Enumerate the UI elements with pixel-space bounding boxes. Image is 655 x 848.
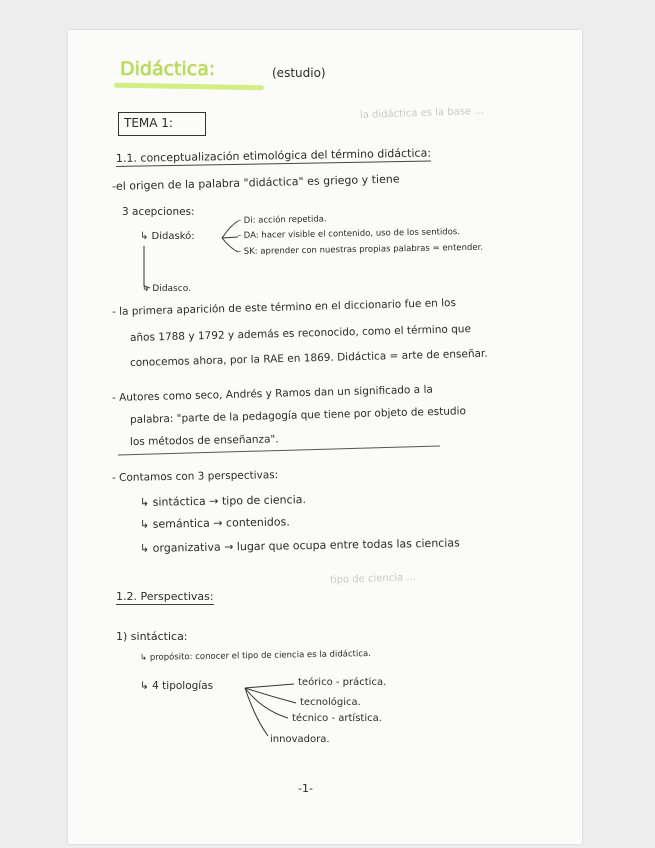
tipologia-item: técnico - artística.: [292, 713, 382, 724]
perspectiva-item: ↳ sintáctica → tipo de ciencia.: [139, 493, 307, 509]
paragraph-line: conocemos ahora, por la RAE en 1869. Didáctica = arte de enseñar.: [129, 347, 488, 369]
tipologias-label: ↳ 4 tipologías: [140, 680, 214, 692]
perspectiva-item: ↳ semántica → contenidos.: [139, 515, 290, 531]
section-heading-1-2: 1.2. Perspectivas:: [116, 590, 214, 603]
acepcion-item: - SK: aprender con nuestras propias palabras = entender.: [237, 242, 484, 257]
section-heading-1-1: 1.1. conceptualización etimológica del término didáctica:: [115, 146, 432, 165]
tema-label: TEMA 1:: [124, 116, 173, 130]
didasko-label: ↳ Didaskó:: [140, 231, 195, 242]
page-number: -1-: [298, 782, 313, 795]
origin-line: -el origen de la palabra "didáctica" es griego y tiene: [111, 172, 400, 193]
acepcion-item: - Di: acción repetida.: [237, 214, 327, 226]
paragraph-line: palabra: "parte de la pedagogía que tiene por objeto de estudio: [129, 405, 467, 426]
page-title: Didáctica:: [120, 58, 216, 80]
origin-line: 3 acepciones:: [122, 206, 195, 218]
acepcion-item: - DA: hacer visible el contenido, uso de los sentidos.: [237, 227, 461, 241]
paragraph-line: - Autores como seco, Andrés y Ramos dan un significado a la: [111, 383, 434, 404]
tipologia-item: teórico - práctica.: [298, 677, 387, 688]
proposito-line: ↳ propósito: conocer el tipo de ciencia es la didáctica.: [139, 648, 371, 663]
bleed-through-text: tipo de ciencia ...: [329, 572, 417, 586]
paragraph-line: los métodos de enseñanza".: [129, 433, 279, 448]
tipologia-item: innovadora.: [270, 734, 330, 745]
tipologia-item: tecnológica.: [300, 697, 361, 708]
paragraph-line: - Contamos con 3 perspectivas:: [111, 469, 279, 484]
didasco-label: ↳ Didasco.: [142, 284, 191, 294]
perspectiva-title: 1) sintáctica:: [116, 630, 188, 643]
bleed-through-text: la didáctica es la base ...: [359, 105, 484, 121]
perspectiva-item: ↳ organizativa → lugar que ocupa entre todas las ciencias: [139, 536, 460, 555]
paragraph-line: - la primera aparición de este término en el diccionario fue en los: [111, 296, 457, 318]
page-subtitle: (estudio): [272, 66, 326, 80]
paragraph-line: años 1788 y 1792 y además es reconocido, como el término que: [129, 323, 472, 344]
